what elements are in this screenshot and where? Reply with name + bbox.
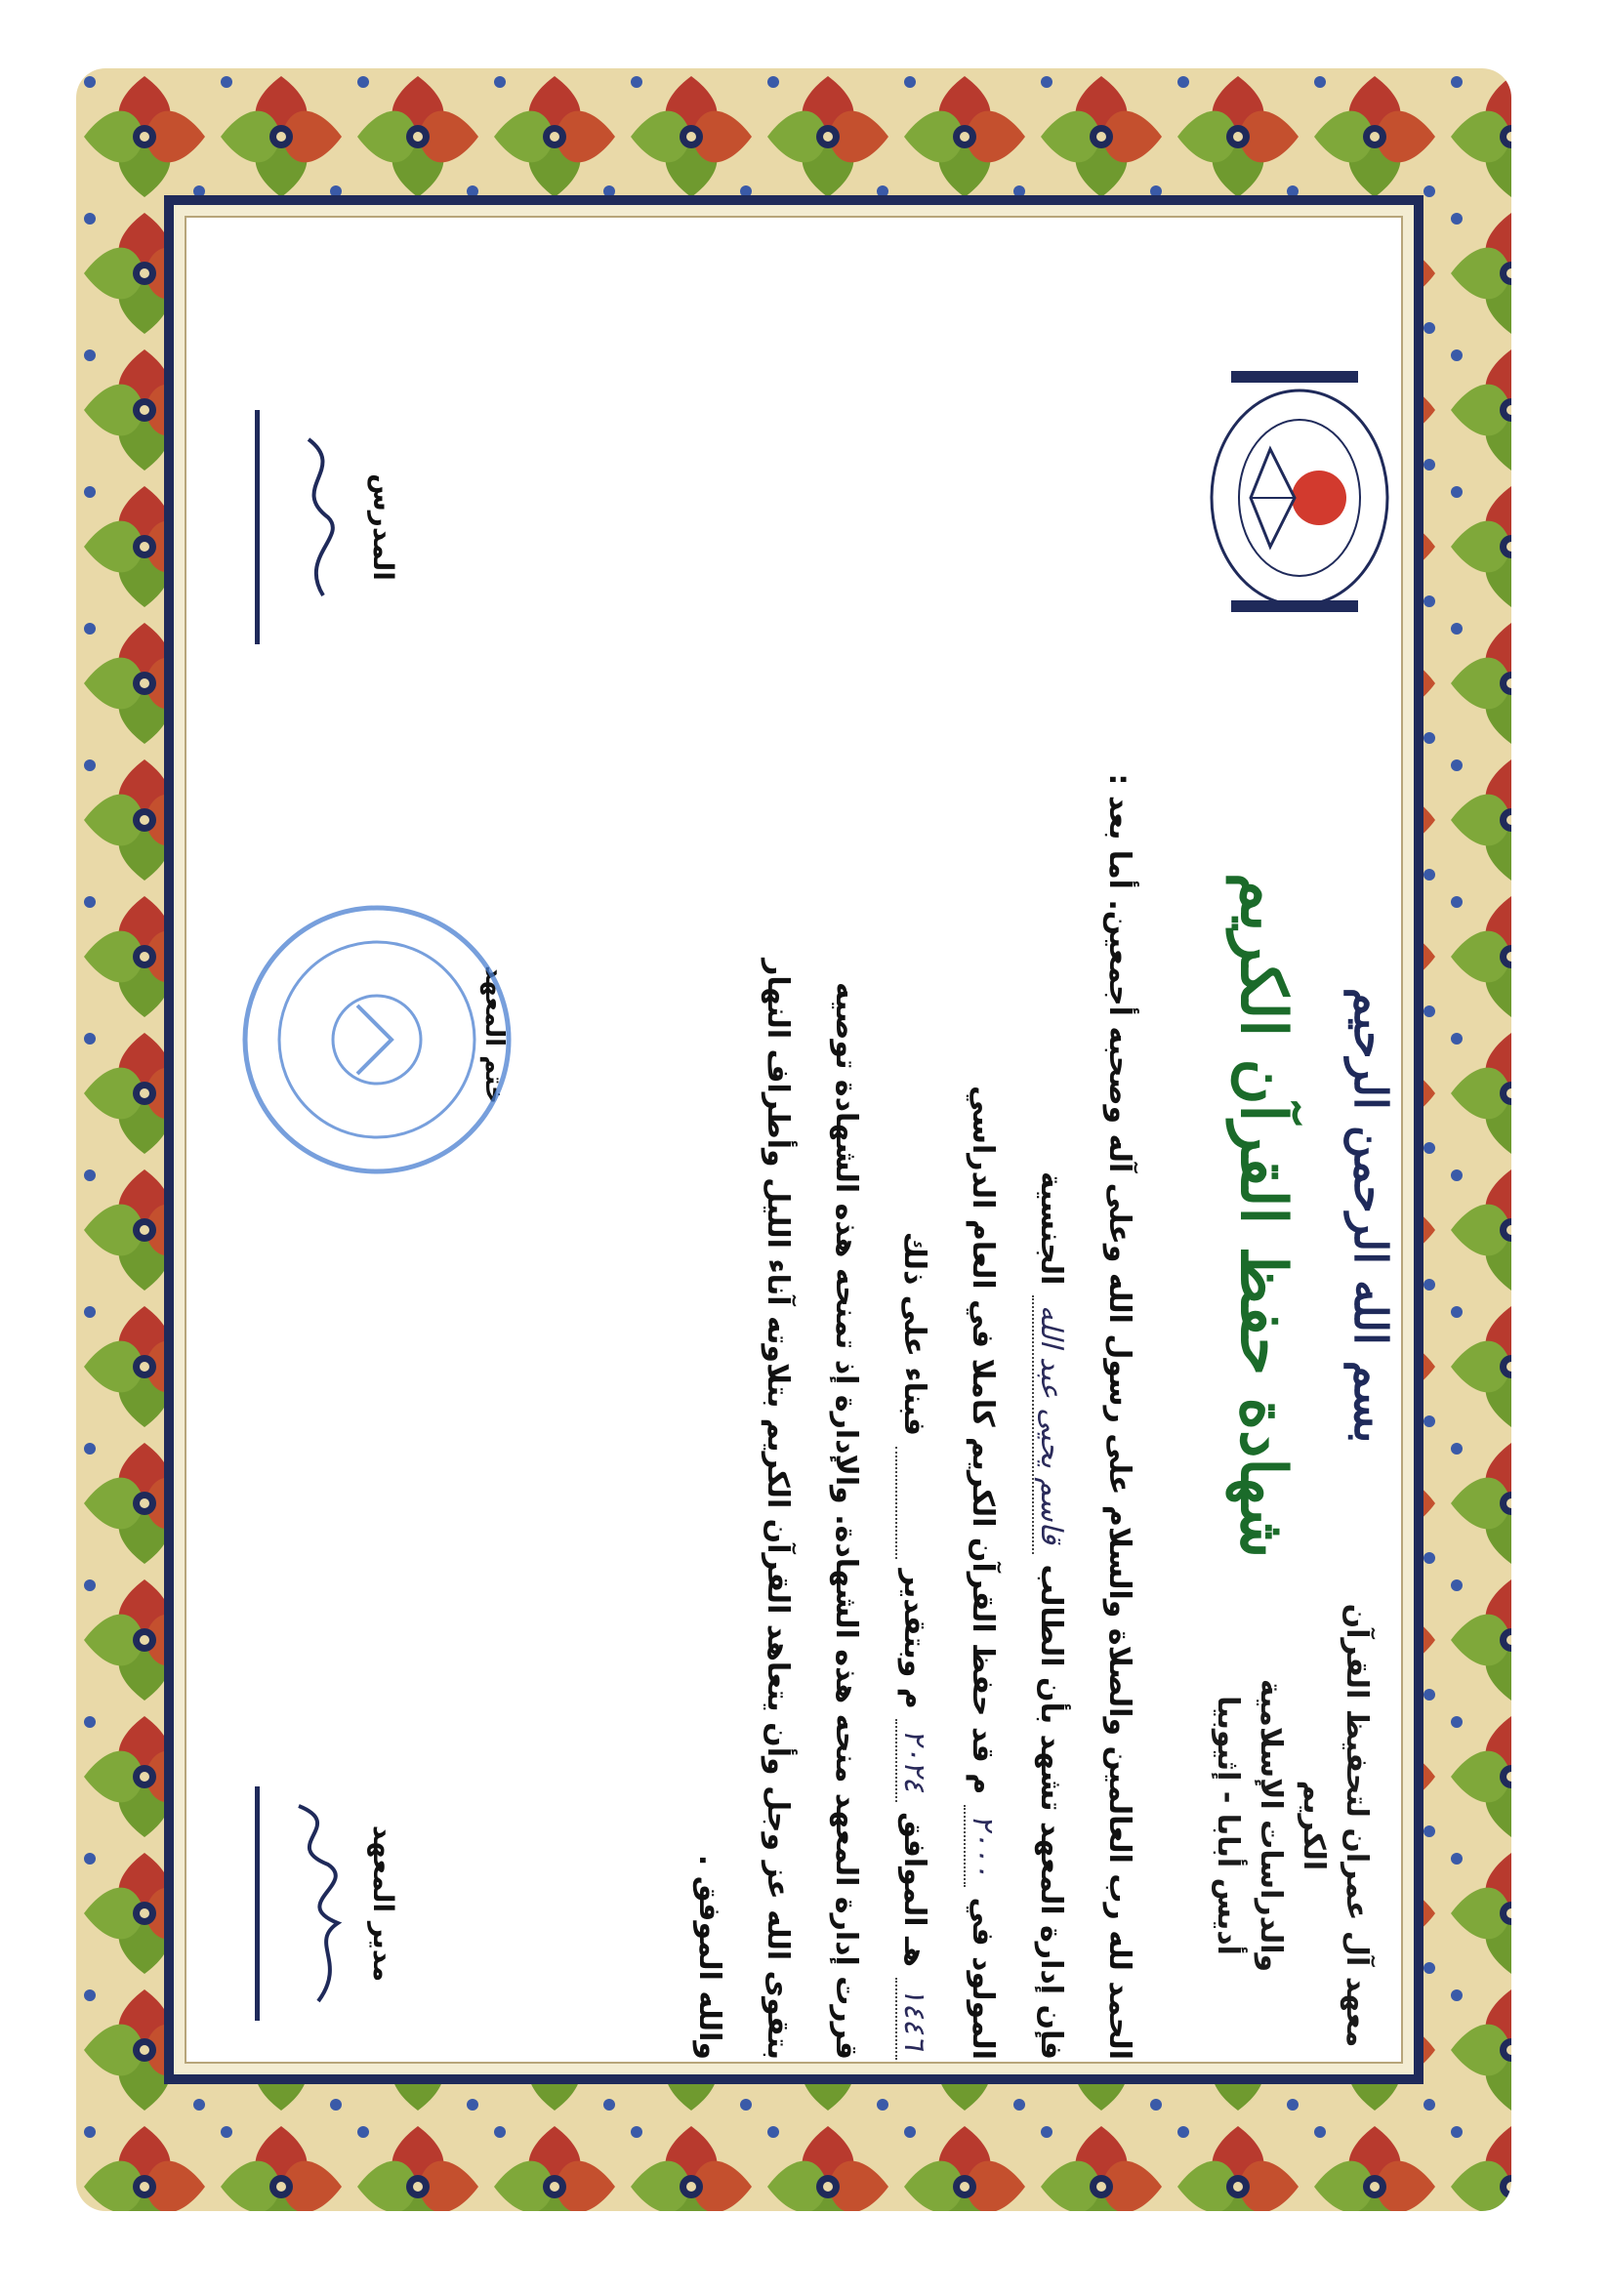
certificate-content <box>226 312 1417 2118</box>
body-student-line: فإن إدارة المعهد تشهد بأن الطالب قاسم يحيى عبد الله الجنسية <box>1034 1171 1068 2060</box>
teacher-signature-scribble <box>269 371 367 683</box>
sun-icon <box>1292 471 1346 525</box>
director-label: مدير المعهد <box>367 1824 399 1983</box>
body-decision-line: قررت إدارة المعهد منحه هذه الشهادة. والإدارة إذ تمنحه هذه الشهادة توصيه <box>829 981 863 2060</box>
basmala-calligraphy: بسم الله الرحمن الرحيم <box>1344 987 1397 1444</box>
minaret-right-icon <box>1231 600 1358 612</box>
gregorian-year: ٢٠٢٤ <box>895 1719 931 1801</box>
institute-subtitle: والدراسات الإسلامية <box>1254 1678 1288 1973</box>
institute-location: أديس أبابا - إثيوبيا <box>1211 1696 1245 1955</box>
director-signature-scribble <box>269 1747 367 2060</box>
grade-field <box>895 1447 931 1559</box>
birth-year: ٢٠٠٠ <box>964 1805 1000 1887</box>
institute-name: معهد آل عمران لتحفيظ القرآن الكريم <box>1297 1603 1374 2048</box>
teacher-label: المدرس <box>367 473 399 581</box>
teacher-signature <box>255 371 399 683</box>
body-opening: الحمد لله رب العالمين والصلاة والسلام على رسول الله وعلى آله وصحبه أجمعين. أما بعد : <box>1102 773 1136 2060</box>
certificate-title: شهادة حفظ القرآن الكريم <box>1226 872 1300 1559</box>
director-signature <box>255 1747 399 2060</box>
student-name: قاسم يحيى عبد الله <box>1032 1295 1068 1554</box>
stamp-label: ختم المعهد <box>479 965 509 1104</box>
institute-logo <box>1202 351 1397 615</box>
hijri-year: ١٤٤٦ <box>895 1978 931 2060</box>
body-advice-line: بتقوى الله عز وجل وأن يتعاهد القرآن الكريم بتلاوته آناء الليل وأطراف النهار <box>761 959 795 2060</box>
body-date-line: ١٤٤٦ هـ الموافق ٢٠٢٤ م وبتقدير فبناء على ذلك <box>880 371 948 2060</box>
minaret-left-icon <box>1231 371 1358 383</box>
certificate-body <box>675 371 1153 2060</box>
institute-stamp <box>235 898 518 1181</box>
body-closing: والله الموفق . <box>692 1854 726 2060</box>
body-birth-line: المولود في ٢٠٠٠ م قد حفظ القرآن الكريم كاملا في العام الدراسي <box>966 1086 1000 2060</box>
